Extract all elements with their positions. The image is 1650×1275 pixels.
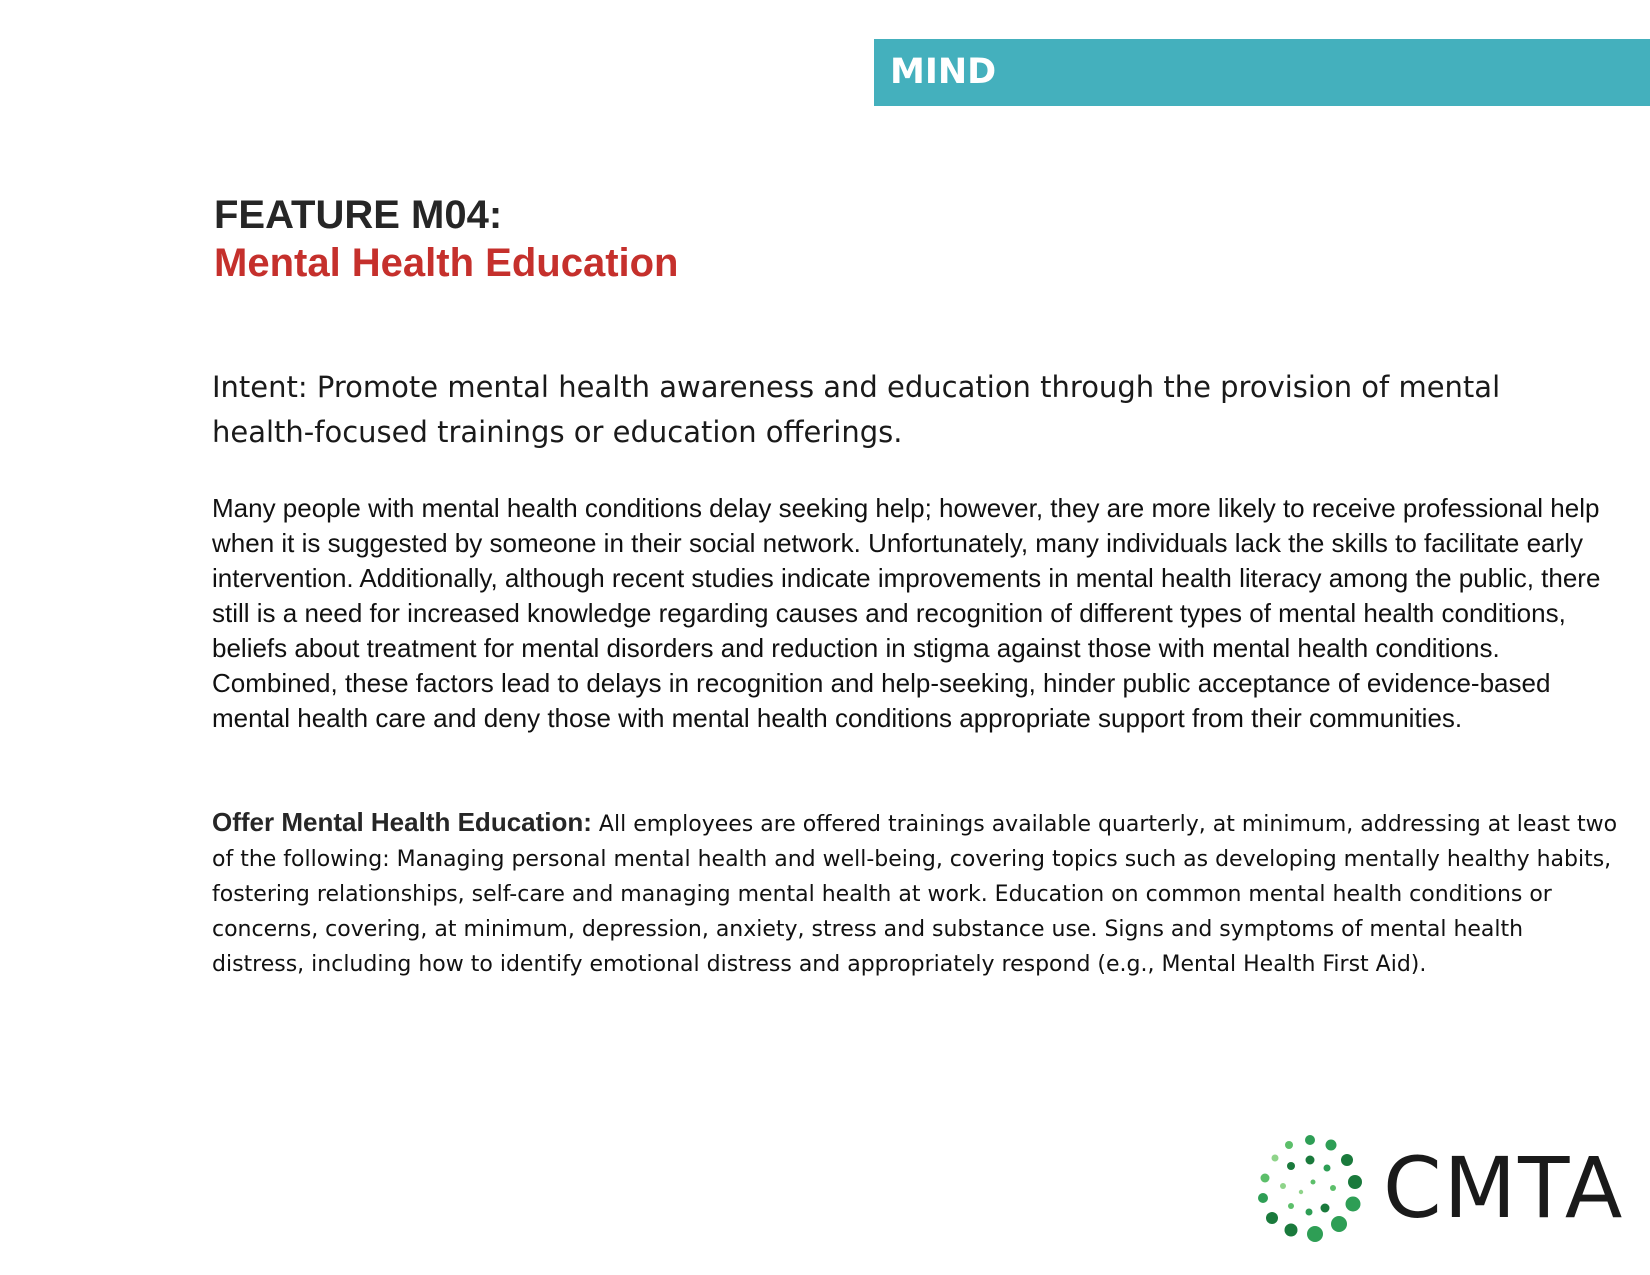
dot-cluster-icon bbox=[1255, 1132, 1365, 1242]
requirement-paragraph bbox=[212, 805, 1622, 982]
logo-wordmark: CMTA bbox=[1383, 1139, 1625, 1237]
intent-statement: Intent: Promote mental health awareness and education through the provision of mental health-focused trainings or education offerings. bbox=[212, 370, 1501, 449]
cmta-logo bbox=[1255, 1132, 1625, 1242]
section-label: MIND bbox=[890, 52, 997, 92]
requirement-text: All employees are offered trainings available quarterly, at minimum, addressing at least two of the following: Managing personal mental health and well-being, covering topics such as developing mentally healthy habits, fostering relationships, self-care and managing mental health at work. Education on common mental health conditions or concerns, covering, at minimum, depression, anxiety, stress and substance use. Signs and symptoms of mental health distress, including how to identify emotional distress and appropriately respond (e.g., Mental Health First Aid). bbox=[212, 812, 1618, 977]
feature-title: Mental Health Education bbox=[214, 241, 679, 285]
body-paragraph: Many people with mental health conditions delay seeking help; however, they are more likely to receive professional help when it is suggested by someone in their social network. Unfortunately, many individuals lack the skills to facilitate early intervention. Additionally, although recent studies indicate improvements in mental health literacy among the public, there still is a need for increased knowledge regarding causes and recognition of different types of mental health conditions, beliefs about treatment for mental disorders and reduction in stigma against those with mental health conditions. Combined, these factors lead to delays in recognition and help-seeking, hinder public acceptance of evidence-based mental health care and deny those with mental health conditions appropriate support from their communities. bbox=[212, 493, 1601, 733]
section-banner bbox=[874, 39, 1650, 106]
requirement-lead: Offer Mental Health Education: bbox=[212, 807, 592, 837]
feature-code: FEATURE M04: bbox=[214, 193, 503, 237]
